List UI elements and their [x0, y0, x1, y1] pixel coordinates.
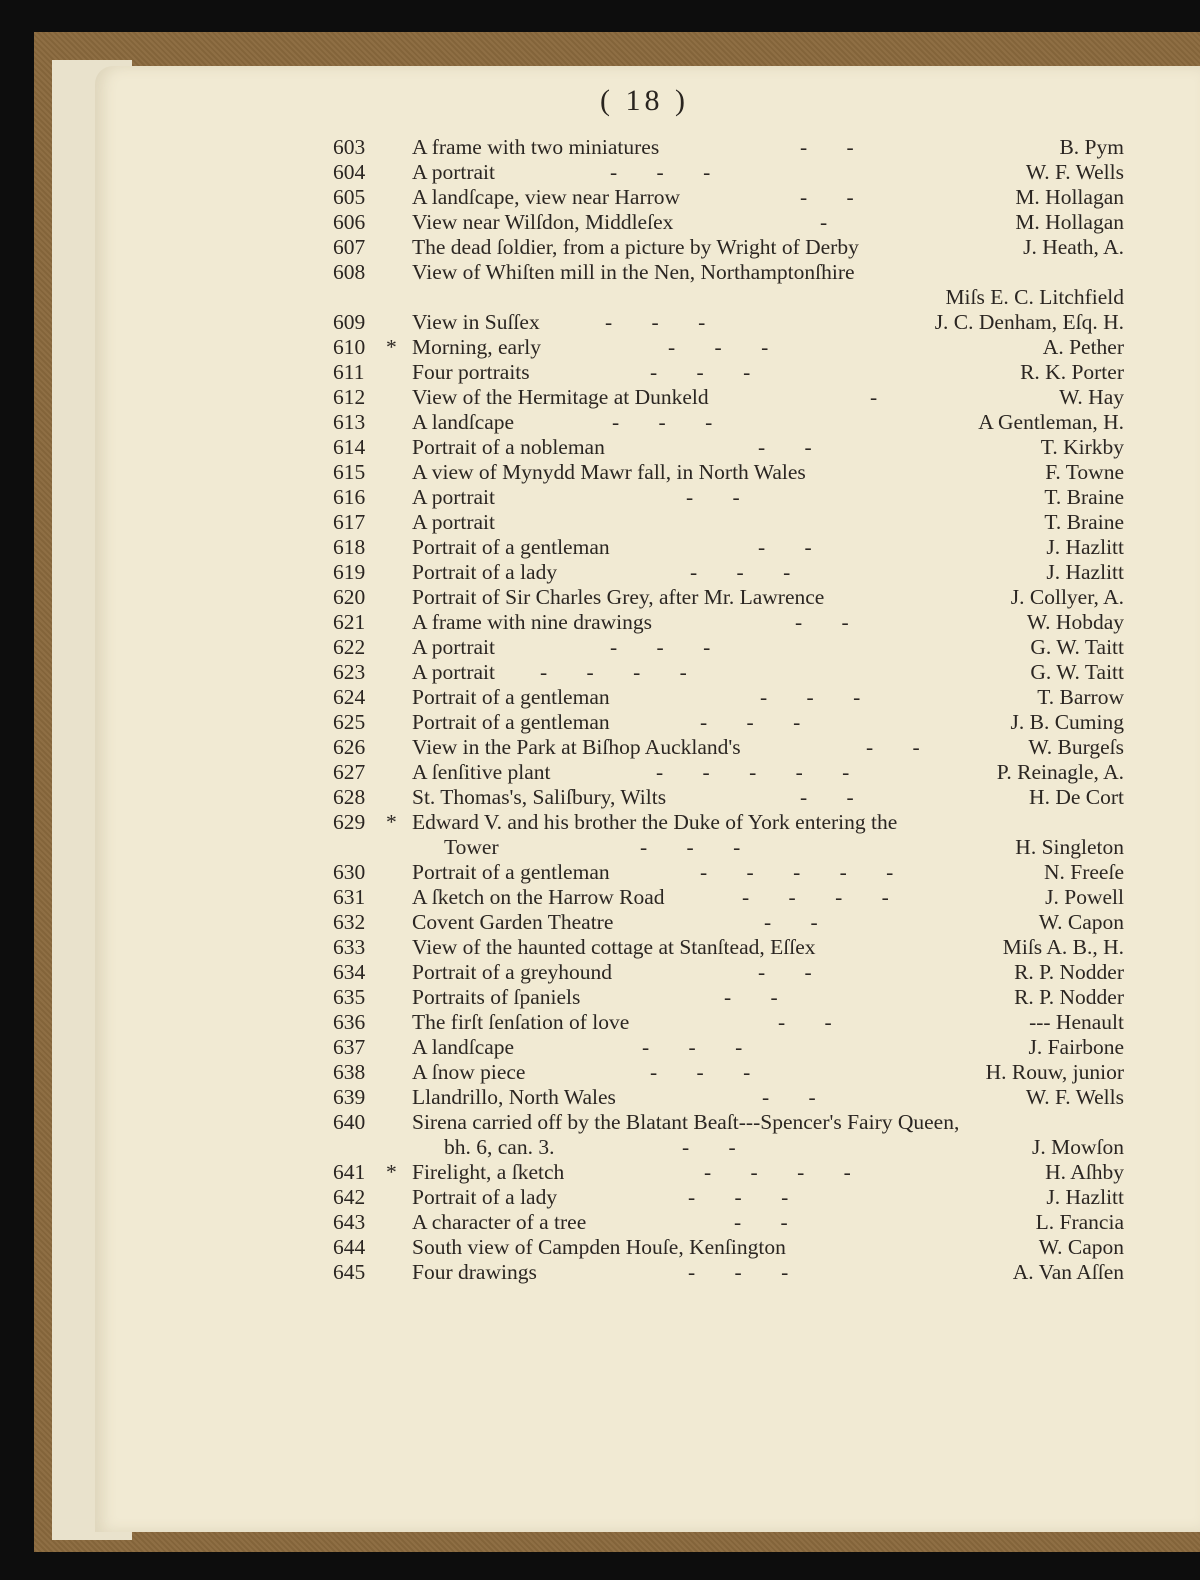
- catalogue-entry: [0, 860, 1200, 885]
- dash-leader: - - - -: [742, 885, 889, 909]
- dash-leader: - -: [764, 910, 818, 934]
- dash-leader: -: [870, 385, 878, 409]
- entry-artist: Miſs A. B., H.: [1002, 935, 1124, 959]
- entry-title-continued: bh. 6, can. 3.: [444, 1135, 555, 1159]
- entry-number: 638: [333, 1060, 366, 1084]
- entry-number: 618: [333, 535, 366, 559]
- entry-title: Sirena carried off by the Blatant Beaſt---Spencer's Fairy Queen,: [412, 1110, 960, 1134]
- entry-number: 620: [333, 585, 366, 609]
- catalogue-entry: [0, 1060, 1200, 1085]
- entry-title: The firſt ſenſation of love: [412, 1010, 630, 1034]
- entry-artist: G. W. Taitt: [1030, 635, 1124, 659]
- catalogue-entry: [0, 735, 1200, 760]
- entry-number: 637: [333, 1035, 366, 1059]
- entry-artist: J. B. Cuming: [1010, 710, 1124, 734]
- catalogue-entry: [0, 1160, 1200, 1185]
- entry-title: Portrait of a greyhound: [412, 960, 613, 984]
- entry-artist: A Gentleman, H.: [978, 410, 1124, 434]
- dash-leader: - - -: [700, 710, 801, 734]
- catalogue-entry: [0, 885, 1200, 910]
- entry-artist: R. P. Nodder: [1014, 985, 1124, 1009]
- catalogue-entry: [0, 810, 1200, 860]
- entry-title: Four portraits: [412, 360, 530, 384]
- dash-leader: - - -: [688, 1260, 789, 1284]
- entry-artist: R. P. Nodder: [1014, 960, 1124, 984]
- entry-artist: M. Hollagan: [1015, 185, 1124, 209]
- dash-leader: - -: [800, 785, 854, 809]
- catalogue-entry: [0, 385, 1200, 410]
- catalogue-entry: [0, 635, 1200, 660]
- entry-title: Portrait of a gentleman: [412, 535, 610, 559]
- entry-number: 645: [333, 1260, 366, 1284]
- entry-title: A character of a tree: [412, 1210, 587, 1234]
- entry-artist: J. Fairbone: [1028, 1035, 1124, 1059]
- catalogue-entry: [0, 335, 1200, 360]
- catalogue-entry: [0, 685, 1200, 710]
- dash-leader: - - -: [688, 1185, 789, 1209]
- dash-leader: - - -: [668, 335, 769, 359]
- dash-leader: - - -: [650, 360, 751, 384]
- entry-artist: H. Aſhby: [1045, 1160, 1124, 1184]
- entry-artist: G. W. Taitt: [1030, 660, 1124, 684]
- entry-title: Portrait of a gentleman: [412, 685, 610, 709]
- entry-number: 623: [333, 660, 366, 684]
- dash-leader: - - -: [640, 835, 741, 859]
- entry-number: 608: [333, 260, 366, 284]
- entry-artist: J. C. Denham, Eſq. H.: [934, 310, 1124, 334]
- entry-title: A portrait: [412, 485, 495, 509]
- entry-artist: W. Hay: [1059, 385, 1124, 409]
- entry-artist: M. Hollagan: [1015, 210, 1124, 234]
- entry-title-continued: Tower: [444, 835, 499, 859]
- entry-number: 624: [333, 685, 366, 709]
- dash-leader: - -: [686, 485, 740, 509]
- entry-number: 639: [333, 1085, 366, 1109]
- entry-artist: T. Braine: [1044, 485, 1124, 509]
- entry-number: 603: [333, 135, 366, 159]
- catalogue-entry: [0, 985, 1200, 1010]
- catalogue-entry: [0, 1085, 1200, 1110]
- dash-leader: - - -: [610, 635, 711, 659]
- entry-artist: H. Singleton: [1015, 835, 1124, 859]
- catalogue-entry: [0, 760, 1200, 785]
- entry-title: St. Thomas's, Saliſbury, Wilts: [412, 785, 667, 809]
- catalogue-entry: [0, 560, 1200, 585]
- entry-title: A ſnow piece: [412, 1060, 526, 1084]
- catalogue-entry: [0, 935, 1200, 960]
- entry-number: 642: [333, 1185, 366, 1209]
- entry-artist: J. Heath, A.: [1023, 235, 1124, 259]
- catalogue-entry: [0, 585, 1200, 610]
- entry-artist: J. Collyer, A.: [1010, 585, 1124, 609]
- entry-title: A portrait: [412, 660, 495, 684]
- entry-number: 632: [333, 910, 366, 934]
- dash-leader: - -: [778, 1010, 832, 1034]
- catalogue-entry: [0, 535, 1200, 560]
- new-work-mark: *: [386, 810, 397, 834]
- entry-title: A frame with two miniatures: [412, 135, 660, 159]
- entry-number: 628: [333, 785, 366, 809]
- catalogue-entry: [0, 260, 1200, 310]
- catalogue-entry: [0, 185, 1200, 210]
- entry-artist: W. F. Wells: [1025, 160, 1124, 184]
- dash-leader: - -: [866, 735, 920, 759]
- entry-number: 625: [333, 710, 366, 734]
- entry-artist: J. Powell: [1045, 885, 1124, 909]
- entry-number: 607: [333, 235, 366, 259]
- entry-number: 631: [333, 885, 366, 909]
- entry-number: 609: [333, 310, 366, 334]
- dash-leader: - - -: [690, 560, 791, 584]
- entry-number: 611: [333, 360, 365, 384]
- entry-title: A portrait: [412, 510, 495, 534]
- entry-artist: H. De Cort: [1029, 785, 1124, 809]
- entry-title: Portrait of a lady: [412, 1185, 558, 1209]
- dash-leader: - -: [758, 535, 812, 559]
- catalogue-entry-list: [0, 135, 1200, 1285]
- new-work-mark: *: [386, 1160, 397, 1184]
- entry-number: 617: [333, 510, 366, 534]
- entry-number: 633: [333, 935, 366, 959]
- entry-artist: W. Hobday: [1026, 610, 1124, 634]
- dash-leader: - - - -: [704, 1160, 851, 1184]
- entry-number: 634: [333, 960, 366, 984]
- dash-leader: - -: [800, 185, 854, 209]
- entry-title: A landſcape, view near Harrow: [412, 185, 681, 209]
- entry-title: A frame with nine drawings: [412, 610, 653, 634]
- catalogue-entry: [0, 210, 1200, 235]
- entry-artist: J. Mowſon: [1032, 1135, 1124, 1159]
- dash-leader: - -: [724, 985, 778, 1009]
- dash-leader: - - - - -: [700, 860, 894, 884]
- catalogue-entry: [0, 1110, 1200, 1160]
- catalogue-entry: [0, 1035, 1200, 1060]
- entry-number: 614: [333, 435, 366, 459]
- entry-title: Llandrillo, North Wales: [412, 1085, 616, 1109]
- dash-leader: - - -: [605, 310, 706, 334]
- dash-leader: -: [820, 210, 828, 234]
- entry-number: 641: [333, 1160, 366, 1184]
- entry-title: A view of Mynydd Mawr fall, in North Wales: [412, 460, 806, 484]
- entry-number: 622: [333, 635, 366, 659]
- entry-number: 610: [333, 335, 366, 359]
- entry-title: South view of Campden Houſe, Kenſington: [412, 1235, 786, 1259]
- catalogue-entry: [0, 1235, 1200, 1260]
- entry-number: 626: [333, 735, 366, 759]
- entry-title: View of the haunted cottage at Stanſtead, Eſſex: [412, 935, 816, 959]
- entry-number: 635: [333, 985, 366, 1009]
- catalogue-entry: [0, 960, 1200, 985]
- catalogue-entry: [0, 485, 1200, 510]
- entry-title: The dead ſoldier, from a picture by Wright of Derby: [412, 235, 859, 259]
- entry-number: 630: [333, 860, 366, 884]
- entry-artist: W. Burgeſs: [1028, 735, 1124, 759]
- entry-title: A landſcape: [412, 410, 515, 434]
- entry-artist: J. Hazlitt: [1046, 1185, 1124, 1209]
- entry-artist: B. Pym: [1059, 135, 1124, 159]
- catalogue-entry: [0, 1210, 1200, 1235]
- entry-number: 604: [333, 160, 366, 184]
- entry-number: 636: [333, 1010, 366, 1034]
- entry-number: 644: [333, 1235, 366, 1259]
- catalogue-entry: [0, 1260, 1200, 1285]
- dash-leader: - -: [758, 960, 812, 984]
- entry-number: 613: [333, 410, 366, 434]
- entry-title: Portrait of a lady: [412, 560, 558, 584]
- entry-artist: F. Towne: [1045, 460, 1124, 484]
- entry-title: Portrait of a gentleman: [412, 710, 610, 734]
- entry-artist: J. Hazlitt: [1046, 560, 1124, 584]
- entry-number: 627: [333, 760, 366, 784]
- catalogue-entry: [0, 310, 1200, 335]
- dash-leader: - -: [762, 1085, 816, 1109]
- catalogue-entry: [0, 660, 1200, 685]
- catalogue-entry: [0, 1010, 1200, 1035]
- dash-leader: - - -: [610, 160, 711, 184]
- entry-artist: T. Barrow: [1037, 685, 1124, 709]
- catalogue-entry: [0, 510, 1200, 535]
- entry-number: 640: [333, 1110, 366, 1134]
- entry-artist: T. Braine: [1044, 510, 1124, 534]
- entry-title: A ſketch on the Harrow Road: [412, 885, 665, 909]
- entry-title: Morning, early: [412, 335, 541, 359]
- entry-artist: L. Francia: [1035, 1210, 1124, 1234]
- catalogue-entry: [0, 360, 1200, 385]
- entry-title: View of Whiſten mill in the Nen, Northamptonſhire: [412, 260, 855, 284]
- entry-artist: W. Capon: [1038, 1235, 1124, 1259]
- dash-leader: - - - - -: [656, 760, 850, 784]
- entry-number: 621: [333, 610, 366, 634]
- entry-title: A landſcape: [412, 1035, 515, 1059]
- entry-number: 615: [333, 460, 366, 484]
- dash-leader: - -: [682, 1135, 736, 1159]
- dash-leader: - - -: [642, 1035, 743, 1059]
- catalogue-entry: [0, 235, 1200, 260]
- entry-number: 629: [333, 810, 366, 834]
- entry-artist: R. K. Porter: [1020, 360, 1124, 384]
- new-work-mark: *: [386, 335, 397, 359]
- entry-artist: --- Henault: [1029, 1010, 1124, 1034]
- entry-artist: P. Reinagle, A.: [996, 760, 1124, 784]
- catalogue-entry: [0, 785, 1200, 810]
- entry-number: 643: [333, 1210, 366, 1234]
- entry-number: 616: [333, 485, 366, 509]
- entry-number: 605: [333, 185, 366, 209]
- catalogue-entry: [0, 135, 1200, 160]
- catalogue-entry: [0, 910, 1200, 935]
- entry-artist: J. Hazlitt: [1046, 535, 1124, 559]
- entry-title: Portrait of a nobleman: [412, 435, 605, 459]
- catalogue-entry: [0, 460, 1200, 485]
- entry-number: 606: [333, 210, 366, 234]
- entry-title: Edward V. and his brother the Duke of York entering the: [412, 810, 898, 834]
- entry-title: Portraits of ſpaniels: [412, 985, 581, 1009]
- entry-artist: A. Pether: [1042, 335, 1124, 359]
- entry-title: Portrait of Sir Charles Grey, after Mr. Lawrence: [412, 585, 825, 609]
- entry-number: 612: [333, 385, 366, 409]
- entry-title: View in Suſſex: [412, 310, 540, 334]
- catalogue-entry: [0, 435, 1200, 460]
- entry-number: 619: [333, 560, 366, 584]
- page-number: ( 18 ): [600, 84, 689, 117]
- entry-artist: Miſs E. C. Litchfield: [945, 285, 1124, 309]
- entry-artist: W. Capon: [1038, 910, 1124, 934]
- dash-leader: - -: [758, 435, 812, 459]
- entry-title: Portrait of a gentleman: [412, 860, 610, 884]
- entry-title: Covent Garden Theatre: [412, 910, 614, 934]
- entry-title: A portrait: [412, 160, 495, 184]
- entry-artist: A. Van Aſſen: [1012, 1260, 1124, 1284]
- dash-leader: - - -: [760, 685, 861, 709]
- entry-artist: T. Kirkby: [1040, 435, 1124, 459]
- entry-artist: N. Freeſe: [1044, 860, 1124, 884]
- catalogue-entry: [0, 160, 1200, 185]
- dash-leader: - - -: [650, 1060, 751, 1084]
- entry-title: View of the Hermitage at Dunkeld: [412, 385, 709, 409]
- catalogue-entry: [0, 710, 1200, 735]
- entry-title: A ſenſitive plant: [412, 760, 551, 784]
- entry-artist: H. Rouw, junior: [985, 1060, 1124, 1084]
- entry-title: View in the Park at Biſhop Auckland's: [412, 735, 741, 759]
- catalogue-entry: [0, 410, 1200, 435]
- entry-artist: W. F. Wells: [1025, 1085, 1124, 1109]
- entry-title: Firelight, a ſketch: [412, 1160, 565, 1184]
- entry-title: View near Wilſdon, Middleſex: [412, 210, 674, 234]
- dash-leader: - - - -: [540, 660, 687, 684]
- dash-leader: - -: [734, 1210, 788, 1234]
- dash-leader: - -: [800, 135, 854, 159]
- catalogue-entry: [0, 1185, 1200, 1210]
- entry-title: Four drawings: [412, 1260, 537, 1284]
- dash-leader: - -: [795, 610, 849, 634]
- entry-title: A portrait: [412, 635, 495, 659]
- dash-leader: - - -: [612, 410, 713, 434]
- catalogue-entry: [0, 610, 1200, 635]
